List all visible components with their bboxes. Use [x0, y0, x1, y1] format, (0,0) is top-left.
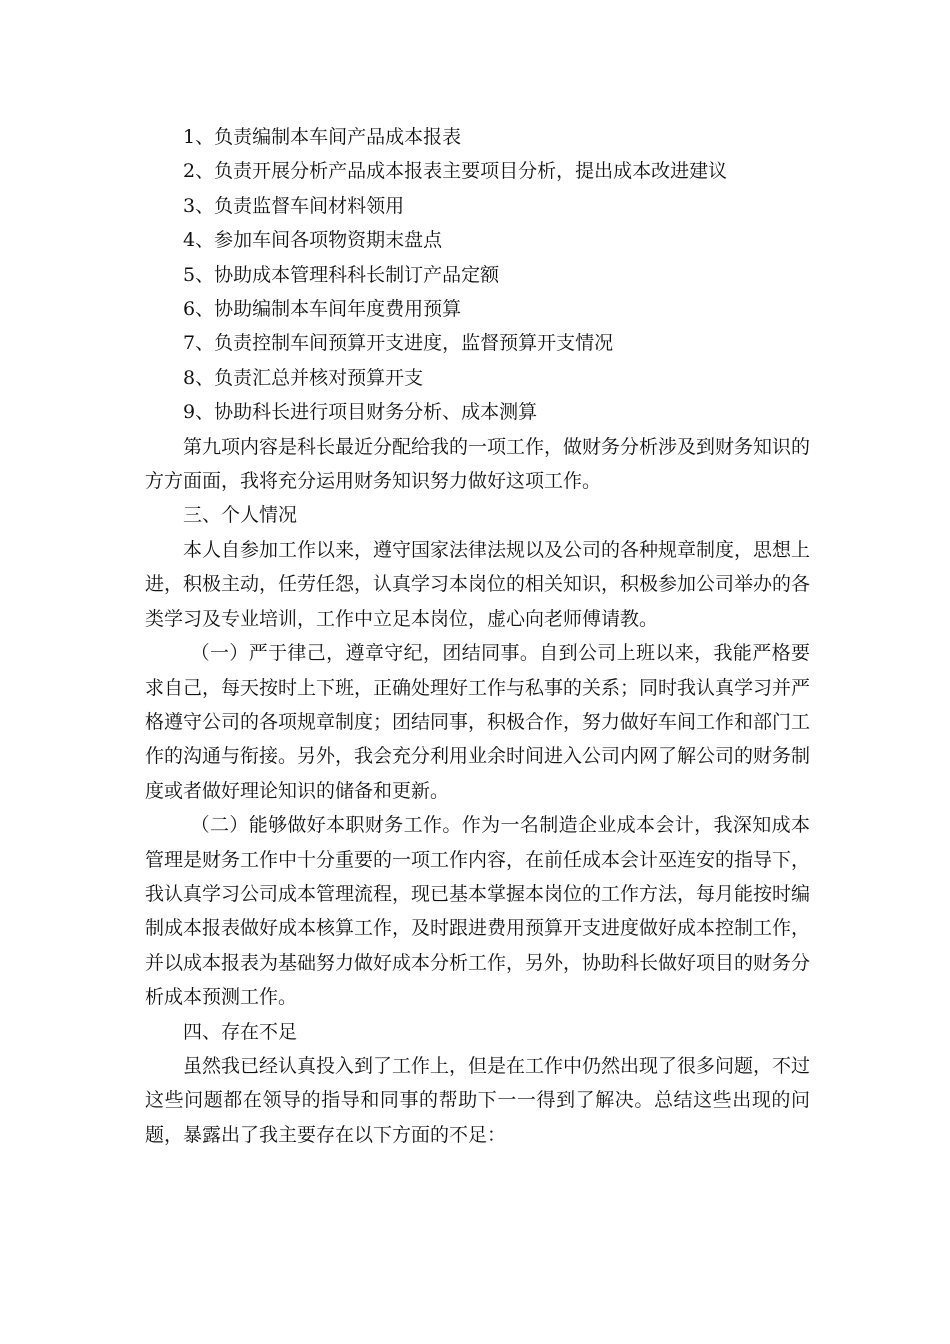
- paragraph-ninth-duty: 第九项内容是科长最近分配给我的一项工作，做财务分析涉及到财务知识的方方面面，我将充分运用财务知识努力做好这项工作。: [145, 435, 811, 493]
- duty-item-5: 5、协助成本管理科科长制订产品定额: [183, 263, 500, 286]
- duty-item-7: 7、负责控制车间预算开支进度，监督预算开支情况: [183, 332, 614, 355]
- duty-item-1: 1、负责编制本车间产品成本报表: [183, 126, 462, 148]
- duty-list: [145, 120, 810, 430]
- document-body: [145, 120, 810, 1152]
- duty-item-9: 9、协助科长进行项目财务分析、成本测算: [183, 401, 538, 424]
- duty-item-4: 4、参加车间各项物资期末盘点: [183, 229, 443, 252]
- section-heading-shortcomings: 四、存在不足: [183, 1020, 298, 1043]
- duty-item-2: 2、负责开展分析产品成本报表主要项目分析，提出成本改进建议: [183, 160, 728, 183]
- paragraph-shortcomings: 虽然我已经认真投入到了工作上，但是在工作中仍然出现了很多问题，不过这些问题都在领导的指导和同事的帮助下一一得到了解决。总结这些出现的问题，暴露出了我主要存在以下方面的不足：: [145, 1054, 811, 1146]
- paragraph-personal: 本人自参加工作以来，遵守国家法律法规以及公司的各种规章制度，思想上进，积极主动，任劳任怨，认真学习本岗位的相关知识，积极参加公司举办的各类学习及专业培训，工作中立足本岗位，虚心向老师傅请教。: [145, 538, 811, 630]
- duty-item-6: 6、协助编制本车间年度费用预算: [183, 298, 462, 321]
- duty-item-8: 8、负责汇总并核对预算开支: [183, 366, 424, 389]
- duty-item-3: 3、负责监督车间材料领用: [183, 194, 405, 217]
- section-heading-personal: 三、个人情况: [183, 504, 298, 527]
- paragraph-discipline: （一）严于律己，遵章守纪，团结同事。自到公司上班以来，我能严格要求自己，每天按时上下班，正确处理好工作与私事的关系；同时我认真学习并严格遵守公司的各项规章制度；团结同事，积极合作，努力做好车间工作和部门工作的沟通与衔接。另外，我会充分利用业余时间进入公司内网了解公司的财务制度或者做好理论知识的储备和更新。: [145, 642, 811, 802]
- paragraph-finance-work: （二）能够做好本职财务工作。作为一名制造企业成本会计，我深知成本管理是财务工作中十分重要的一项工作内容，在前任成本会计巫连安的指导下，我认真学习公司成本管理流程，现已基本掌握本岗位的工作方法，每月能按时编制成本报表做好成本核算工作，及时跟进费用预算开支进度做好成本控制工作，并以成本报表为基础努力做好成本分析工作，另外，协助科长做好项目的财务分析成本预测工作。: [145, 814, 811, 1009]
